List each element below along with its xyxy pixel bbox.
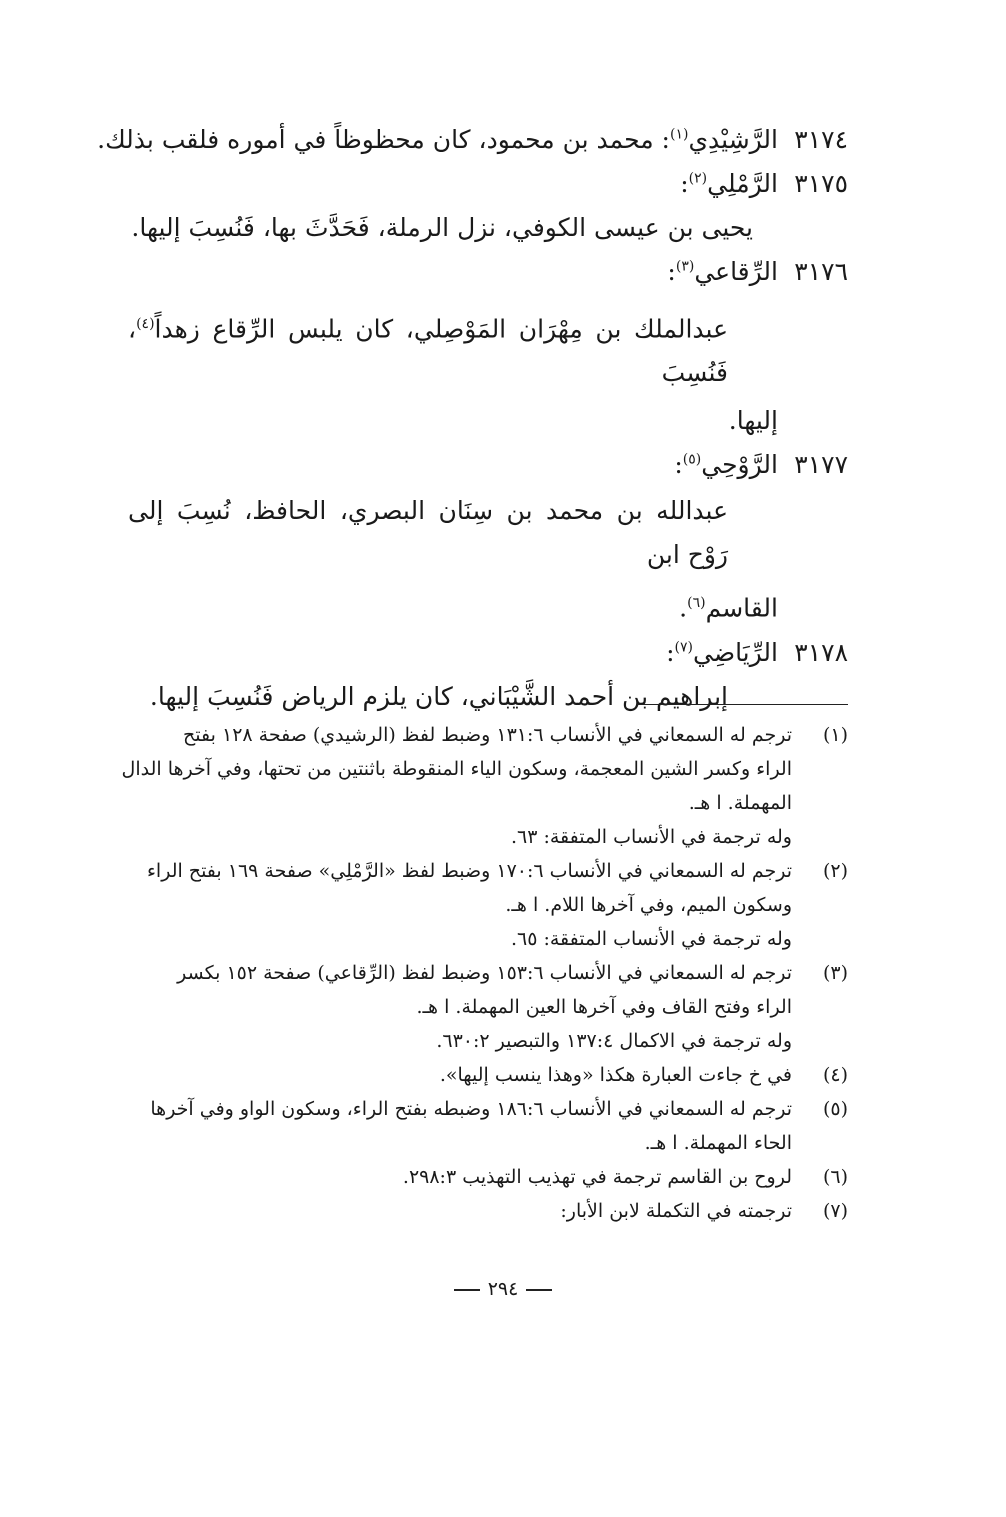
footnote-text [128,1194,792,1228]
footnote-line: ترجمته في التكملة لابن الأبار: [560,1200,792,1222]
footnote-2 [128,854,848,956]
footnote-line: في خ جاءت العبارة هكذا «وهذا ينسب إليها». [439,1064,792,1086]
entry-body-text: . [679,593,688,623]
entry-3176 [128,250,848,443]
entry-title [675,631,778,675]
page-number [0,1278,1006,1300]
entry-body: يحيى بن عيسى الكوفي، نزل الرملة، فَحَدَّثَ بها، فَنُسِبَ إليها. [131,213,753,242]
footnote-text [128,1058,792,1092]
entry-3175 [128,162,848,250]
entry-body-line: إليها. [728,406,778,436]
entry-number: ٣١٧٥ [794,169,848,198]
entry-title [676,250,778,294]
footnote-1 [121,718,848,854]
entry-body [128,302,848,443]
footnote-line: وله ترجمة في الأنساب المتفقة: ٦٥. [510,928,792,950]
entry-body-line: عبدالله بن محمد بن سِنَان البصري، الحافظ، نُسِبَ إلى رَوْح ابن [128,496,728,570]
footnote-line: ترجم له السمعاني في الأنساب ١٧٠:٦ وضبط لفظ «الرَّمْلِي» صفحة ١٦٩ بفتح الراء [147,860,792,882]
entry-body-line [128,581,848,630]
entry-heading [128,162,848,206]
footnote-ref: (٧) [674,639,693,656]
footnote-line: لروح بن القاسم ترجمة في تهذيب التهذيب ٢٩٨:٣. [402,1166,792,1188]
footnote-ref: (٦) [687,595,706,612]
footnote-number: (٤) [822,1064,848,1086]
footnote-number: (٧) [822,1200,848,1222]
footnote-ref: (٢) [688,170,708,187]
entry-body-text: ، فَنُسِبَ [128,314,728,388]
entry-title-text: الرِّقاعي [694,257,778,286]
footnote-6 [128,1160,848,1194]
entry-inline-text: : [680,169,689,198]
footnote-number: (٣) [822,962,848,984]
footnote-number: (٥) [822,1098,848,1120]
footnote-line: الراء وفتح القاف وفي آخرها العين المهملة. ا هـ. [416,996,792,1018]
entry-inline-text: : [666,637,675,667]
entry-3178 [128,631,848,719]
entry-title-text: الرَّشِيْدِي [688,125,778,154]
footnote-3 [128,956,848,1058]
page-number-dash [454,1289,480,1291]
footnote-7 [128,1194,848,1228]
footnote-text [128,1160,792,1194]
footnote-text [122,718,792,854]
footnote-line: ترجم له السمعاني في الأنساب ١٥٣:٦ وضبط لفظ (الرِّقاعي) صفحة ١٥٢ بكسر [177,962,792,984]
footnote-ref: (١) [669,126,689,143]
footnote-ref: (٥) [682,452,702,468]
footnote-line: ترجم له السمعاني في الأنساب ١٨٦:٦ وضبطه بفتح الراء، وسكون الواو وفي آخرها [150,1098,792,1120]
entry-inline-text: : [674,450,683,480]
footnote-divider [636,704,848,705]
entry-number: ٣١٧٨ [794,637,848,667]
entry-title-text: الرَّمْلِي [707,169,778,198]
footnote-number: (٦) [822,1166,848,1188]
entry-body: إبراهيم بن أحمد الشَّيْبَاني، كان يلزم الرياض فَنُسِبَ إليها. [149,681,728,711]
footnote-number: (٢) [822,860,848,882]
entry-inline-text: : محمد بن محمود، كان محظوظاً في أموره فلقب بذلك. [97,125,670,154]
footnote-4 [128,1058,848,1092]
footnote-number: (١) [822,724,848,746]
footnote-ref: (٤) [136,316,155,332]
entry-inline-text: : [667,257,676,286]
entry-3174 [97,118,848,162]
footnote-line: الحاء المهملة. ا هـ. [644,1132,792,1154]
footnote-line: وله ترجمة في الأنساب المتفقة: ٦٣. [510,826,792,848]
entry-body-text: عبدالملك بن مِهْرَان المَوْصِلي، كان يلبس الرِّقاع زهداً [154,314,728,344]
entry-number: ٣١٧٧ [794,450,848,480]
entry-heading [128,631,848,675]
entry-title [683,443,778,487]
footnote-line: وسكون الميم، وفي آخرها اللام. ا هـ. [505,894,792,916]
entry-number: ٣١٧٤ [794,125,848,154]
footnote-line: ترجم له السمعاني في الأنساب ١٣١:٦ وضبط لفظ (الرشيدي) صفحة ١٢٨ بفتح [183,724,792,746]
footnote-text [128,956,792,1058]
footnote-5 [128,1092,848,1160]
entry-heading [128,250,848,294]
footnote-line: المهملة. ا هـ. [688,792,792,814]
entry-body-text: القاسم [705,593,778,623]
entry-title-text: الرِّيَاضِي [693,637,778,667]
entry-title [689,162,778,206]
entry-title-text: الرَّوْحِي [701,450,778,480]
entry-3177 [128,443,848,630]
footnotes-section [121,718,848,1228]
entries-section [97,118,848,719]
entry-body-line [128,302,848,395]
footnote-line: الراء وكسر الشين المعجمة، وسكون الياء المنقوطة باثنتين من تحتها، وفي آخرها الدال [121,758,792,780]
footnote-ref: (٣) [675,258,695,275]
entry-body [128,489,848,630]
footnote-line: وله ترجمة في الاكمال ١٣٧:٤ والتبصير ٦٣٠:٢. [436,1030,792,1052]
footnote-text [128,1092,792,1160]
entry-heading [128,443,848,487]
footnote-text [128,854,792,956]
entry-heading [97,118,848,162]
page-number-dash [526,1289,552,1291]
page-number-text: ٢٩٤ [487,1278,519,1300]
entry-number: ٣١٧٦ [794,257,848,286]
entry-title [670,118,778,162]
